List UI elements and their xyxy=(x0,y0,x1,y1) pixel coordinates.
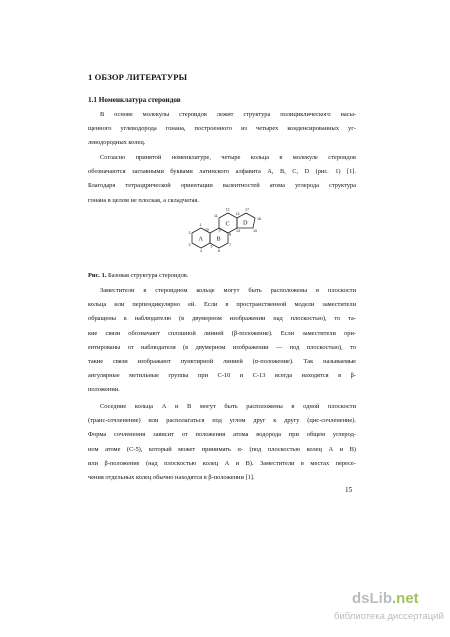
watermark-subtitle: библиотека диссертаций xyxy=(334,611,444,622)
paragraph-line: обозначаются заглавными буквами латинского алфавита A, B, C, D (рис. 1) [1]. xyxy=(88,168,356,176)
chapter-heading: 1 ОБЗОР ЛИТЕРАТУРЫ xyxy=(88,72,188,82)
paragraph-line: Заместители в стероидном кольце могут быть расположены в плоскости xyxy=(100,287,356,294)
paragraph-line: Соседние кольца А и В могут быть расположены в одной плоскости xyxy=(100,403,356,410)
paragraph-line: Форма сочленения зависит от положения атома водорода при общем углерод- xyxy=(88,431,356,439)
watermark-logo-main: dsLib xyxy=(352,590,392,607)
paragraph-line: В основе молекулы стероидов лежит структура полициклического насы- xyxy=(100,111,356,118)
atom-number: 3 xyxy=(188,243,191,247)
atom-number: 16 xyxy=(257,217,261,221)
atom-number: 7 xyxy=(229,243,231,247)
paragraph-line: положении. xyxy=(88,386,120,394)
gonane-structure-diagram xyxy=(180,200,290,266)
atom-number: 1 xyxy=(199,223,202,227)
page-number: 15 xyxy=(345,486,353,494)
paragraph-3 xyxy=(88,284,356,398)
paragraph-line: гонана в целом не плоская, а складчатая. xyxy=(88,196,199,204)
paragraph-line: ентированы от наблюдателя (в двумерном изображении — под плоскостью), то xyxy=(88,343,356,351)
paragraph-line: кольца или перпендикулярно ей. Если в пространственной модели заместители xyxy=(88,301,356,309)
paragraph-line: кие связи обозначают сплошной линией (β-положение). Если заместители ори- xyxy=(88,329,356,337)
watermark-logo-tld: .net xyxy=(392,590,419,607)
ring-label-d: D xyxy=(243,219,248,227)
atom-number: 15 xyxy=(253,229,257,233)
paragraph-line: леводородных колец. xyxy=(88,139,146,147)
paragraph-line: обращены к наблюдателю (в двумерном изображении над плоскостью), то та- xyxy=(88,315,356,323)
caption-label: Рис. 1. xyxy=(88,272,107,279)
atom-number: 2 xyxy=(188,231,191,235)
atom-number: 4 xyxy=(200,249,202,253)
atom-number: 11 xyxy=(214,214,218,218)
atom-number: 5 xyxy=(210,244,213,249)
paragraph-line: такие связи изображают пунктирной линией (α-положение). Так называемые xyxy=(88,358,356,366)
paragraph-line: Благодаря тетраэдрической ориентации валентностей атома углерода структура xyxy=(88,182,356,190)
atom-number: 9 xyxy=(218,228,221,233)
atom-number: 8 xyxy=(229,232,231,237)
ring-label-a: A xyxy=(198,235,203,243)
ring-bonds xyxy=(192,213,255,248)
paragraph-line: чения отдельных колец обычно находятся в β-положении [1]. xyxy=(88,474,255,482)
section-heading: 1.1 Номенклатура стероидов xyxy=(88,96,181,104)
paragraph-line: ангулярные метильные группы при С-10 и С-13 всегда находятся в β- xyxy=(88,372,356,380)
paragraph-line: Согласно принятой номенклатуре, четыре кольца в молекуле стероидов xyxy=(100,154,356,161)
paragraph-line: или β-положение (над плоскостью колец А и В). Заместители в местах пересе- xyxy=(88,459,356,467)
atom-number: 13 xyxy=(235,212,240,216)
watermark xyxy=(330,590,445,630)
atom-number: 10 xyxy=(205,228,209,232)
atom-number: 17 xyxy=(245,207,249,212)
paragraph-line: щенного углеводорода гонана, построенного из четырех конденсированных уг- xyxy=(88,125,356,133)
paragraph-line: ном атоме (С-5), который может принимать α- (под плоскостью колец А и В) xyxy=(88,445,356,453)
atom-number: 12 xyxy=(225,207,230,212)
ring-label-b: B xyxy=(216,235,221,243)
atom-number: 14 xyxy=(236,229,240,233)
ring-label-c: C xyxy=(225,220,230,228)
paragraph-line: (транс-сочленение) или располагаться под углом друг к другу (цис-сочленение). xyxy=(88,417,356,425)
caption-text: Базовая структура стероидов. xyxy=(106,272,189,279)
paragraph-1 xyxy=(88,108,356,151)
watermark-logo xyxy=(352,590,419,607)
figure-caption xyxy=(88,272,188,279)
paragraph-4 xyxy=(88,400,356,485)
atom-number: 6 xyxy=(218,249,220,253)
